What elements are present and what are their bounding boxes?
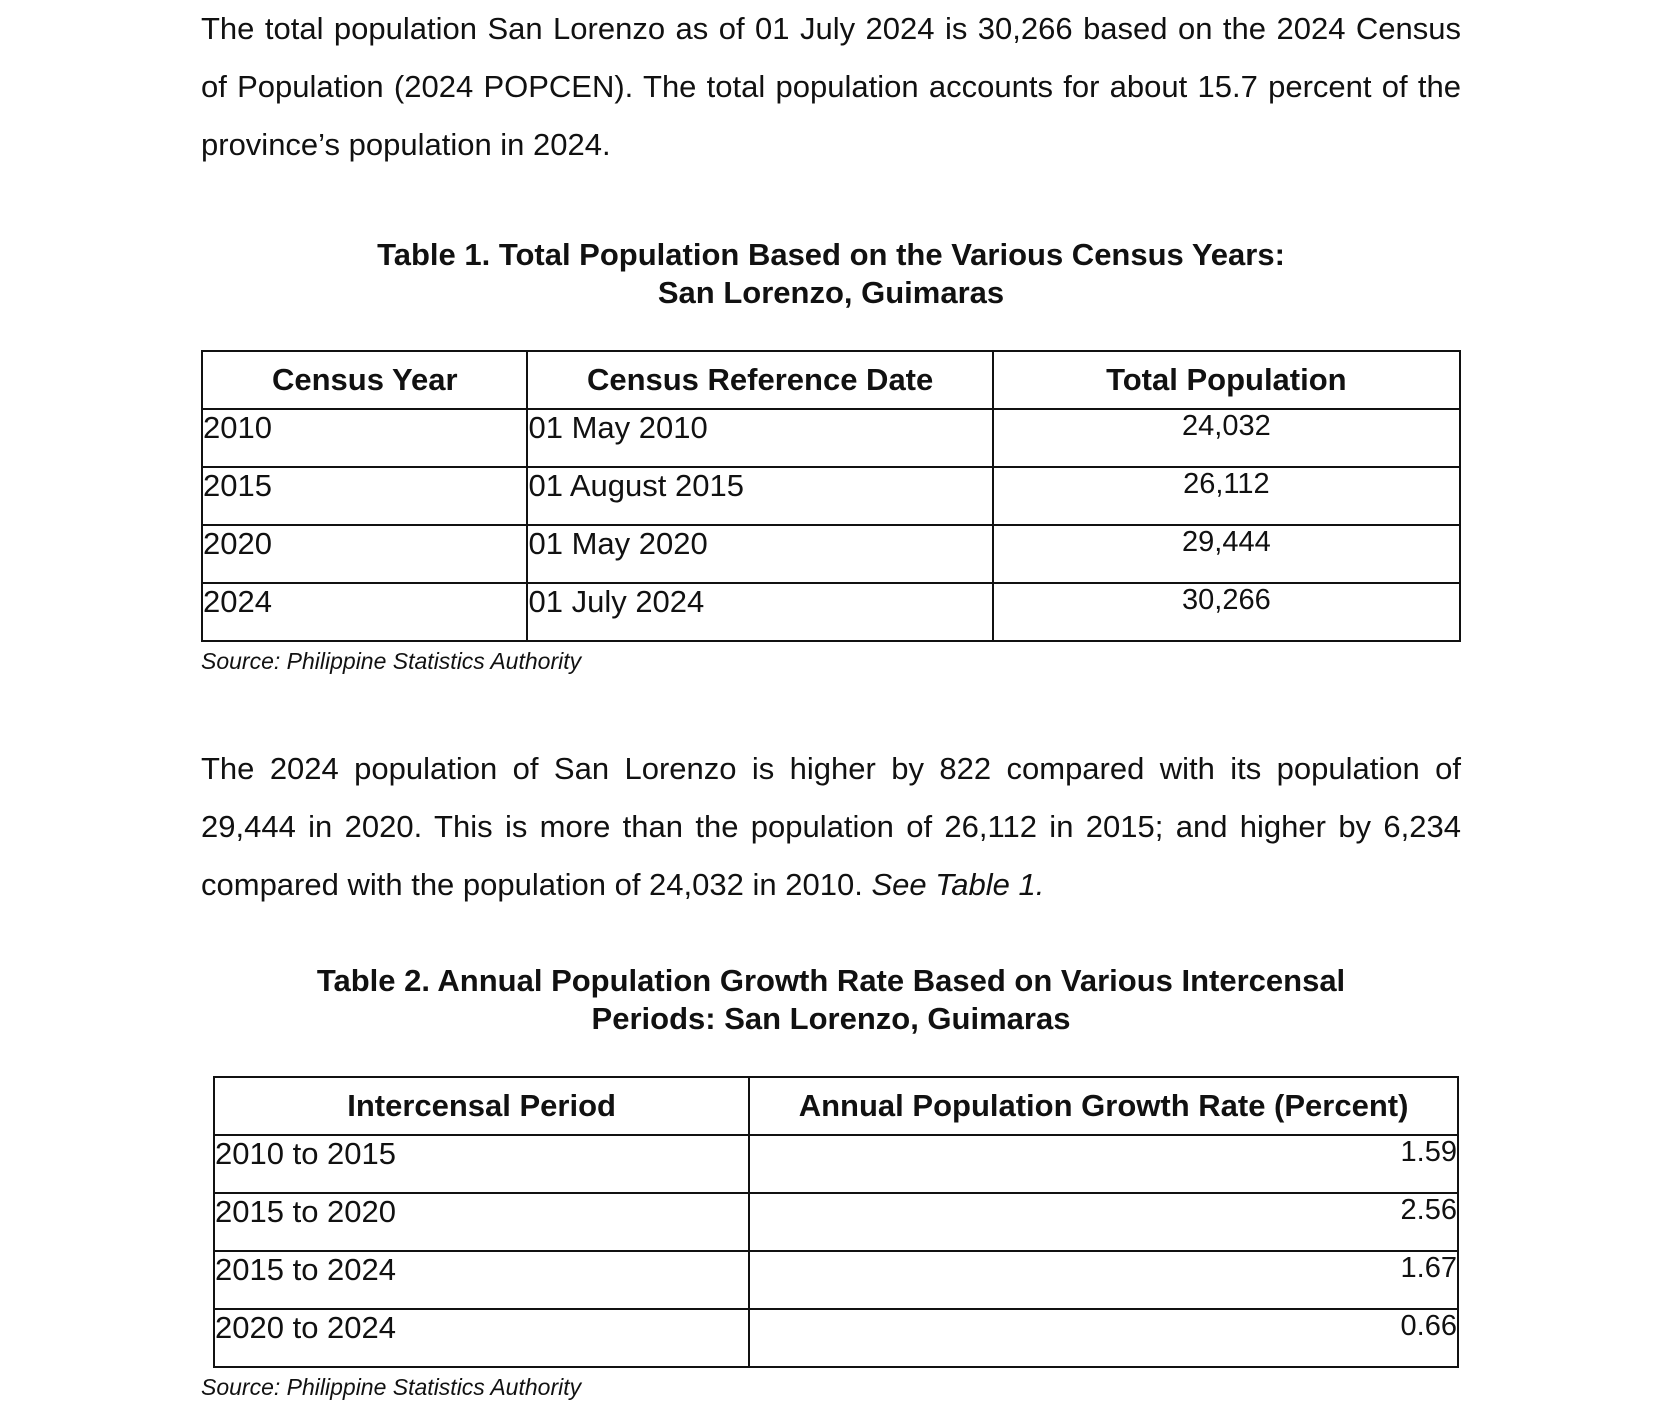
table-1-source: Source: Philippine Statistics Authority [201, 648, 582, 674]
table-row [214, 1251, 1458, 1309]
reference-date-cell: 01 August 2015 [527, 467, 992, 525]
table-row [214, 1135, 1458, 1193]
intercensal-period-cell: 2015 to 2020 [214, 1193, 749, 1251]
total-population-cell: 26,112 [993, 467, 1460, 525]
growth-rate-table [213, 1076, 1459, 1368]
column-header-intercensal-period: Intercensal Period [214, 1077, 749, 1135]
intercensal-period-cell: 2010 to 2015 [214, 1135, 749, 1193]
growth-rate-cell: 1.59 [749, 1135, 1458, 1193]
table-row [214, 1193, 1458, 1251]
table-header-row [214, 1077, 1458, 1135]
comparison-text: The 2024 population of San Lorenzo is higher by 822 compared with its population of 29,444 in 2020. This is more than the population of 26,112 in 2015; and higher by 6,234 compared with the population of 24,032 in 2010. [201, 751, 1461, 902]
table-2-title [201, 962, 1461, 1038]
table-row [202, 583, 1460, 641]
growth-rate-cell: 0.66 [749, 1309, 1458, 1367]
table-row [202, 525, 1460, 583]
column-header-total-population: Total Population [993, 351, 1460, 409]
census-year-cell: 2010 [202, 409, 527, 467]
table-header-row [202, 351, 1460, 409]
growth-rate-cell: 1.67 [749, 1251, 1458, 1309]
column-header-growth-rate: Annual Population Growth Rate (Percent) [749, 1077, 1458, 1135]
reference-date-cell: 01 May 2020 [527, 525, 992, 583]
table-row [202, 409, 1460, 467]
reference-date-cell: 01 July 2024 [527, 583, 992, 641]
table-1-title-line-1: Table 1. Total Population Based on the Various Census Years: [377, 237, 1285, 272]
table-row [214, 1309, 1458, 1367]
total-population-cell: 24,032 [993, 409, 1460, 467]
census-year-cell: 2024 [202, 583, 527, 641]
table-2-title-line-1: Table 2. Annual Population Growth Rate Based on Various Intercensal [316, 963, 1346, 998]
reference-date-cell: 01 May 2010 [527, 409, 992, 467]
intercensal-period-cell: 2020 to 2024 [214, 1309, 749, 1367]
comparison-paragraph [201, 740, 1461, 914]
intercensal-period-cell: 2015 to 2024 [214, 1251, 749, 1309]
table-1-title-line-2: San Lorenzo, Guimaras [657, 275, 1005, 310]
table-1-title [201, 236, 1461, 312]
total-population-cell: 29,444 [993, 525, 1460, 583]
column-header-reference-date: Census Reference Date [527, 351, 992, 409]
table-row [202, 467, 1460, 525]
column-header-census-year: Census Year [202, 351, 527, 409]
table-reference: See Table 1. [871, 867, 1045, 902]
table-2-title-line-2: Periods: San Lorenzo, Guimaras [591, 1001, 1071, 1036]
census-year-cell: 2015 [202, 467, 527, 525]
table-2-source: Source: Philippine Statistics Authority [201, 1374, 582, 1400]
population-table [201, 350, 1461, 642]
intro-paragraph: The total population San Lorenzo as of 01 July 2024 is 30,266 based on the 2024 Census of Population (2024 POPCEN). The total population accounts for about 15.7 percent of the province’s population in 2024. [201, 11, 1461, 162]
census-year-cell: 2020 [202, 525, 527, 583]
growth-rate-cell: 2.56 [749, 1193, 1458, 1251]
total-population-cell: 30,266 [993, 583, 1460, 641]
